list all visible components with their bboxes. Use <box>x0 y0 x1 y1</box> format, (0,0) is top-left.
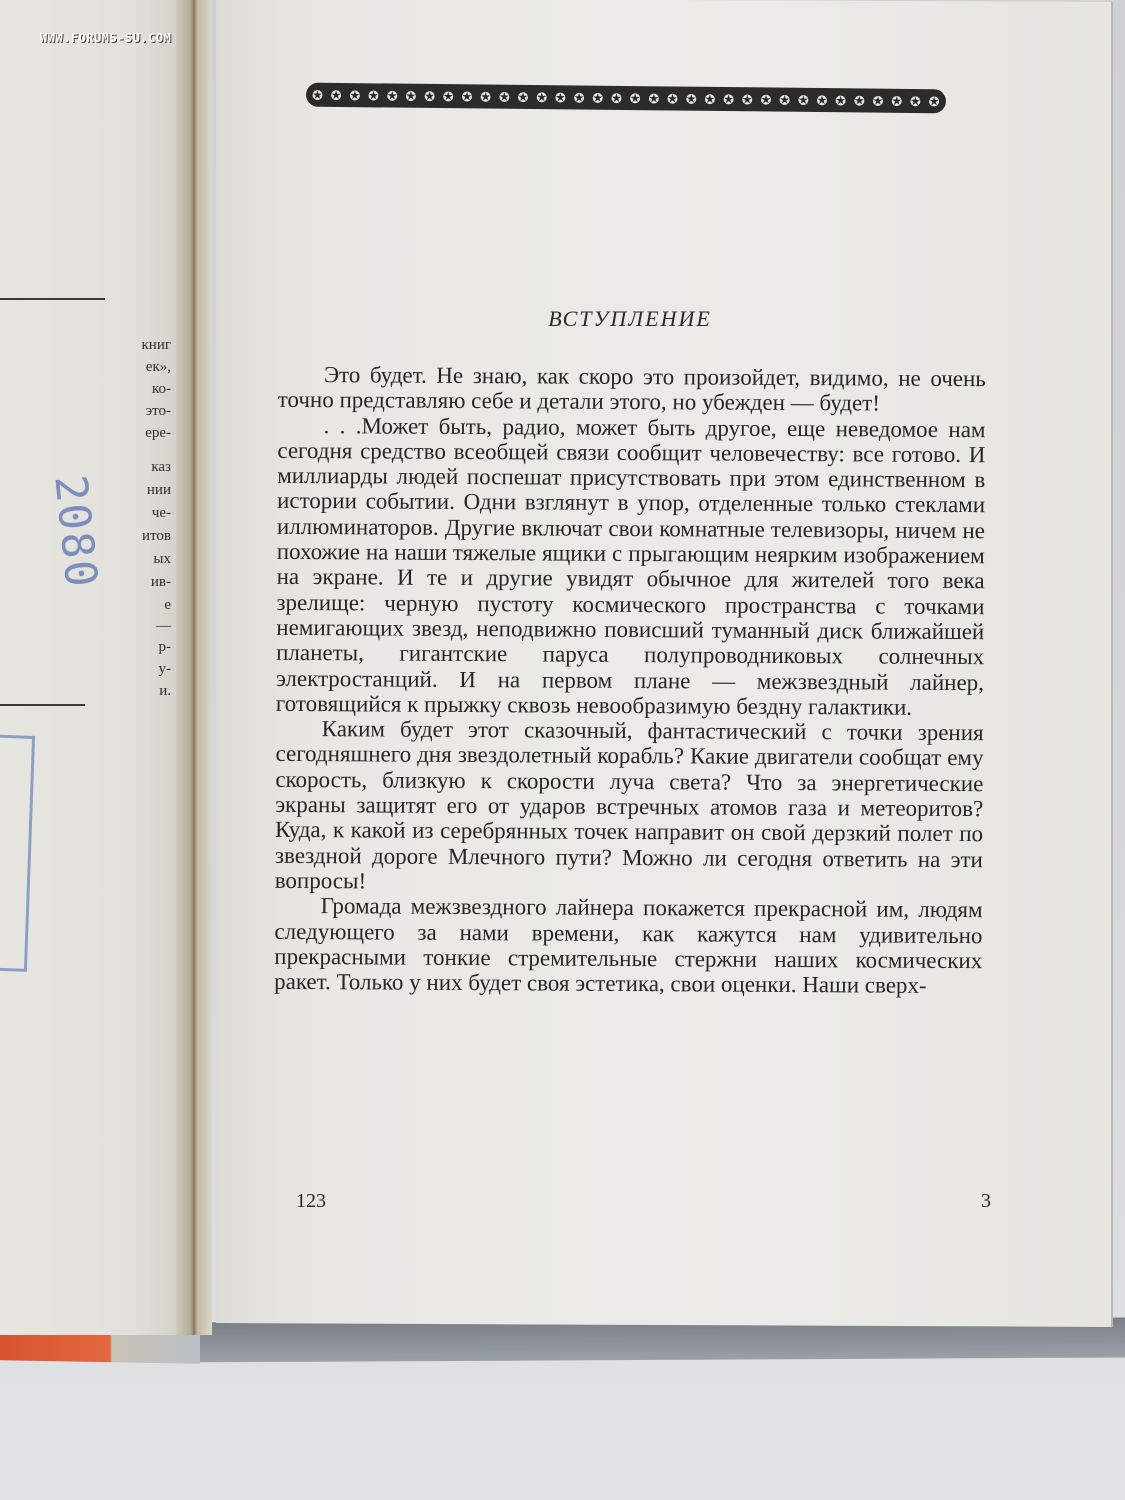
left-page-fragment: нии <box>146 482 171 498</box>
star-ornament-icon: ✪ <box>816 92 828 108</box>
left-page-fragment: ых <box>153 551 171 567</box>
left-page-fragment: это- <box>145 403 171 419</box>
star-ornament-icon: ✪ <box>853 92 865 109</box>
signature-mark: 123 <box>296 1190 326 1212</box>
star-ornament-icon: ✪ <box>704 91 716 107</box>
left-page-fragment: ив- <box>150 574 171 590</box>
chapter-title: ВСТУПЛЕНИЕ <box>548 306 712 331</box>
left-page-rule-bottom <box>0 704 85 706</box>
paragraph-2: . . .Может быть, радио, может быть другое, еще неведомое нам сегодня средство всеобщей связи сообщит человечеству: все готово. И миллиарды людей поспешат присутствовать при этом единственном в истории событии. Одни взглянут в упор, отделенные только стеклами иллюминаторов. Другие включат свои комнатные телевизоры, ничем не похожие на наши тяжелые ящики с прыгающим неярким изображением на экране. И те и другие увидят обычное для жителей того века зрелище: черную пустоту космического пространства с точками немигающих звезд, неподвижно повисший туманный диск ближайшей планеты, гигантские паруса полупроводниковых солнечных электростанций. И на первом плане — межзвездный лайнер, готовящийся к прыжку сквозь невообразимую бездну галактики. <box>275 412 986 720</box>
ink-stamp-number: 2080 <box>44 472 107 592</box>
star-ornament-icon: ✪ <box>909 93 921 109</box>
star-ornament-icon: ✪ <box>797 92 809 108</box>
left-page-fragment: ек», <box>145 359 171 375</box>
star-ornament-icon: ✪ <box>330 87 342 103</box>
book-spine-gutter <box>176 0 212 1335</box>
star-ornament-icon: ✪ <box>928 93 940 109</box>
star-ornament-icon: ✪ <box>723 91 735 107</box>
star-ornament-icon: ✪ <box>666 90 679 107</box>
star-ornament-icon: ✪ <box>536 89 548 105</box>
left-page-fragment: — <box>156 618 171 634</box>
star-ornament-icon: ✪ <box>498 89 510 105</box>
ink-stamp-frame <box>0 734 35 972</box>
star-ornament-icon: ✪ <box>685 91 697 107</box>
left-page-rule-top <box>0 298 105 300</box>
paragraph-3: Каким будет этот сказочный, фантастический с точки зрения сегодняшнего дня звездолетный корабль? Какие двигатели сообщат ему скорость, близкую к скорости луча света? Что за энергетические экраны защитят его от ударов встречных атомов газа и метеоритов? Куда, к какой из серебрянных точек направит он свой дерзкий полет по звездной дороге Млечного пути? Можно ли сегодня ответить на эти вопросы! <box>274 716 984 894</box>
left-page-fragment: итов <box>142 528 171 544</box>
star-ornament-icon: ✪ <box>891 93 903 109</box>
left-page-fragment: р- <box>158 639 171 655</box>
paragraph-4: Громада межзвездного лайнера покажется прекрасной им, людям следующего за нами времени, как кажутся нам удивительно прекрасными тонкие стремительные стержни наших космических ракет. Только у них будет своя эстетика, свои оценки. Наши сверх- <box>274 893 983 998</box>
body-text <box>274 362 986 999</box>
left-page-fragment: е <box>164 597 171 613</box>
star-ornament-icon: ✪ <box>461 88 473 104</box>
star-ornament-icon: ✪ <box>442 88 454 104</box>
star-ornament-icon: ✪ <box>424 88 436 104</box>
star-ornament-icon: ✪ <box>779 92 791 108</box>
star-ornament-icon: ✪ <box>386 87 398 104</box>
star-ornament-icon: ✪ <box>592 90 604 106</box>
watermark: WWW.FORUMS-SU.COM <box>40 31 172 45</box>
left-page-fragment: каз <box>151 459 171 475</box>
left-page <box>0 0 196 1335</box>
left-page-fragment: ере- <box>145 425 171 441</box>
star-ornament-icon: ✪ <box>349 87 361 103</box>
star-ornament-icon: ✪ <box>835 92 847 108</box>
star-ornament-icon: ✪ <box>573 89 585 106</box>
paragraph-1: Это будет. Не знаю, как скоро это произойдет, видимо, не очень точно представляю себе и детали этого, но убежден — будет! <box>277 362 986 416</box>
star-ornament-icon: ✪ <box>405 88 417 104</box>
left-page-fragment: книг <box>141 337 171 353</box>
star-ornament-icon: ✪ <box>872 93 884 109</box>
left-page-fragment: че- <box>151 505 171 521</box>
left-page-fragment: ко- <box>151 381 171 397</box>
star-ornament-icon: ✪ <box>610 90 622 106</box>
star-ornament-icon: ✪ <box>741 91 753 107</box>
page-number: 3 <box>981 1190 991 1212</box>
star-ornament-icon: ✪ <box>517 89 529 105</box>
star-ornament-icon: ✪ <box>629 90 641 106</box>
star-ornament-icon: ✪ <box>760 91 772 108</box>
star-ornament-icon: ✪ <box>554 89 566 105</box>
star-ornament-icon: ✪ <box>648 90 660 106</box>
left-page-fragment: у- <box>158 661 171 677</box>
left-page-fragment: и. <box>159 683 171 699</box>
star-ornament-icon: ✪ <box>367 87 380 103</box>
star-ornament-icon: ✪ <box>311 87 324 103</box>
star-ornament-icon: ✪ <box>480 88 492 105</box>
